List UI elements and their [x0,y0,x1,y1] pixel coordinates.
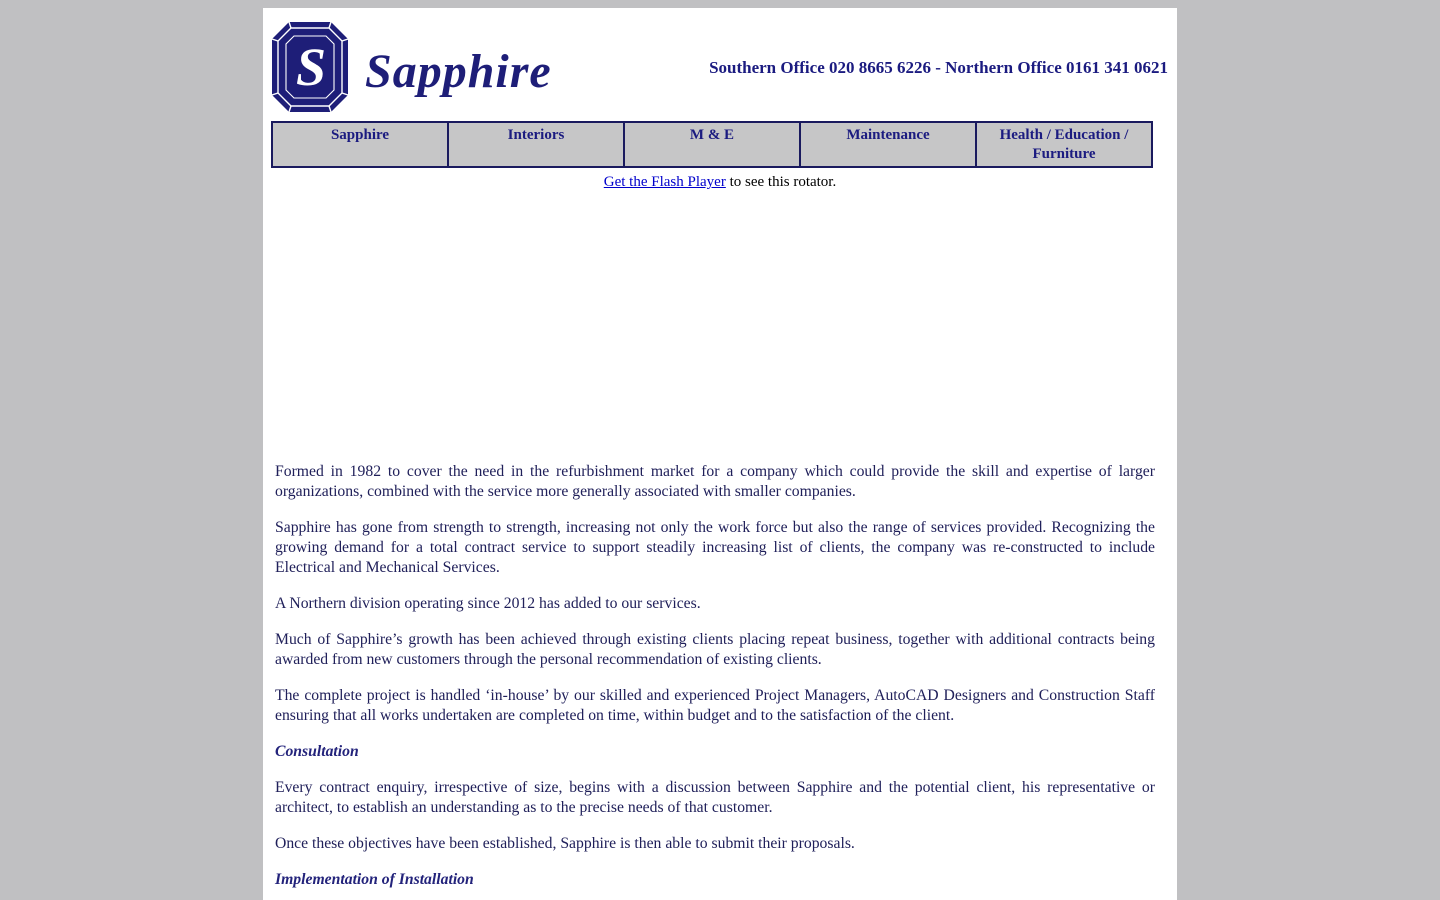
site-header [263,8,1177,121]
nav-item-health-education-furniture[interactable]: Health / Education / Furniture [975,123,1151,166]
flash-notice [263,168,1177,192]
main-navigation [271,121,1153,168]
nav-item-sapphire[interactable]: Sapphire [330,127,390,143]
brand-wordmark: Sapphire [365,45,552,98]
flash-notice-suffix: to see this rotator. [725,174,837,190]
paragraph-growth: Much of Sapphire’s growth has been achieved through existing clients placing repeat business, together with additional contracts being awarded from new customers through the personal recommendation of existing clients. [275,631,1155,668]
paragraph-contract-enquiry: Every contract enquiry, irrespective of size, begins with a discussion between Sapphire and the potential client, his representative or architect, to establish an understanding as to the precise needs of that customer. [275,779,1155,816]
logo-letter: S [295,37,327,97]
paragraph-formed-1982: Formed in 1982 to cover the need in the refurbishment market for a company which could provide the skill and expertise of larger organizations, combined with the service more generally associated with smaller companies. [275,463,1155,500]
nav-item-m-and-e[interactable]: M & E [623,123,799,166]
nav-item-maintenance[interactable]: Maintenance [799,123,975,166]
paragraph-strength: Sapphire has gone from strength to strength, increasing not only the work force but also the range of services provided. Recognizing the growing demand for a total contract service to support steadily increasing list of clients, the company was re-constructed to include Electrical and Mechanical Services. [275,519,1155,576]
article-body [275,462,1155,890]
paragraph-northern-division: A Northern division operating since 2012 has added to our services. [275,595,701,612]
paragraph-complete-project: The complete project is handled ‘in-house’ by our skilled and experienced Project Managers, AutoCAD Designers and Construction Staff ensuring that all works undertaken are completed on time, within budget and to the satisfaction of the client. [275,687,1155,724]
flash-rotator-placeholder [263,168,1177,462]
get-flash-player-link[interactable]: Get the Flash Player [603,174,726,190]
office-phone-numbers: Southern Office 020 8665 6226 - Northern Office 0161 341 0621 [709,58,1168,77]
heading-implementation: Implementation of Installation [275,871,474,888]
sapphire-gem-logo-icon [272,22,348,112]
paragraph-objectives: Once these objectives have been established, Sapphire is then able to submit their proposals. [275,835,855,852]
heading-consultation: Consultation [275,743,359,760]
nav-item-interiors[interactable]: Interiors [447,123,623,166]
page-content [263,8,1177,900]
